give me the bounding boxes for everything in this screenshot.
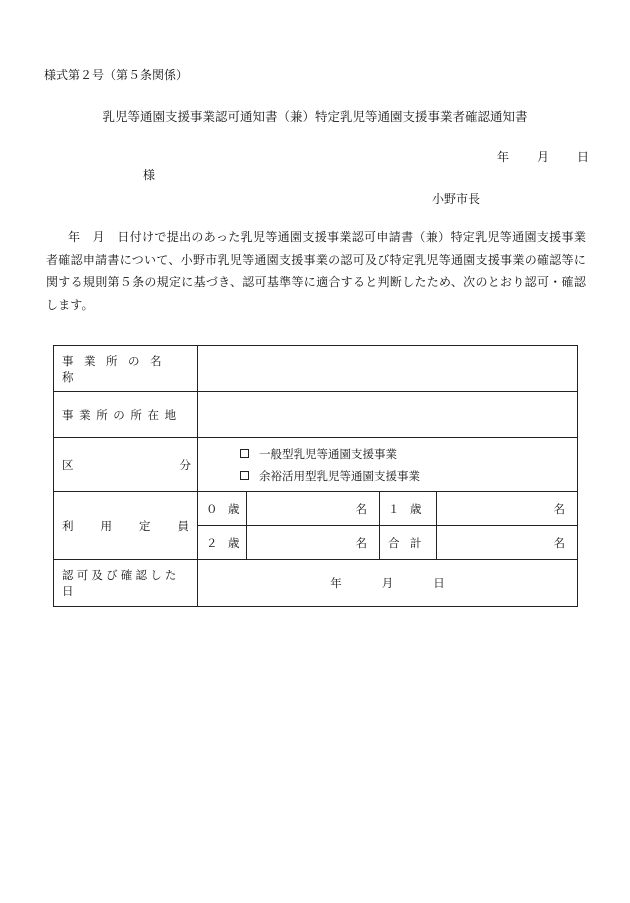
document-title: 乳児等通園支援事業認可通知書（兼）特定乳児等通園支援事業者確認通知書 — [102, 109, 528, 124]
age-0-label: ０ 歳 — [198, 492, 247, 526]
issue-date-day: 日 — [577, 150, 590, 164]
age-1-label: １ 歳 — [380, 492, 437, 526]
category-option-general[interactable]: 一般型乳児等通園支援事業 — [198, 443, 577, 465]
form-number: 様式第２号（第５条関係） — [44, 68, 189, 82]
issue-date-year: 年 — [497, 150, 510, 164]
issuer: 小野市長 — [432, 192, 481, 206]
row-capacity-1 — [54, 492, 578, 526]
age-2-label: ２ 歳 — [198, 526, 247, 560]
facility-location-label: 事業所の所在地 — [54, 392, 198, 438]
facility-name-value — [198, 346, 578, 392]
checkbox-surplus[interactable] — [240, 471, 249, 480]
age-2-count: 名 — [247, 526, 380, 560]
addressee: 様 — [143, 168, 156, 182]
category-label: 区 分 — [54, 438, 198, 492]
age-0-count: 名 — [247, 492, 380, 526]
facility-location-value — [198, 392, 578, 438]
issue-date — [497, 148, 589, 165]
approval-month: 月 — [381, 576, 394, 590]
approval-year: 年 — [330, 576, 342, 590]
age-1-count: 名 — [437, 492, 578, 526]
row-category — [54, 438, 578, 492]
approval-date-value — [198, 560, 578, 607]
capacity-label: 利 用 定 員 — [54, 492, 198, 560]
category-options — [198, 438, 578, 492]
checkbox-general[interactable] — [240, 449, 249, 458]
issue-date-month: 月 — [537, 150, 550, 164]
notice-body: 年 月 日付けで提出のあった乳児等通園支援事業認可申請書（兼）特定乳児等通園支援事業者確認申請書について、小野市乳児等通園支援事業の認可及び特定乳児等通園支援事業の確認等に関する規則第５条の規定に基づき、認可基準等に適合すると判断したため、次のとおり認可・確認します。 — [46, 230, 586, 312]
row-approval-date — [54, 560, 578, 607]
facility-name-label: 事業所の名称 — [54, 346, 198, 392]
approval-day: 日 — [433, 576, 445, 590]
total-count: 名 — [437, 526, 578, 560]
row-facility-location — [54, 392, 578, 438]
total-label: 合 計 — [380, 526, 437, 560]
approval-date-label: 認可及び確認した日 — [54, 560, 198, 607]
category-option-surplus[interactable]: 余裕活用型乳児等通園支援事業 — [198, 465, 577, 487]
row-facility-name — [54, 346, 578, 392]
notice-table — [53, 345, 578, 607]
